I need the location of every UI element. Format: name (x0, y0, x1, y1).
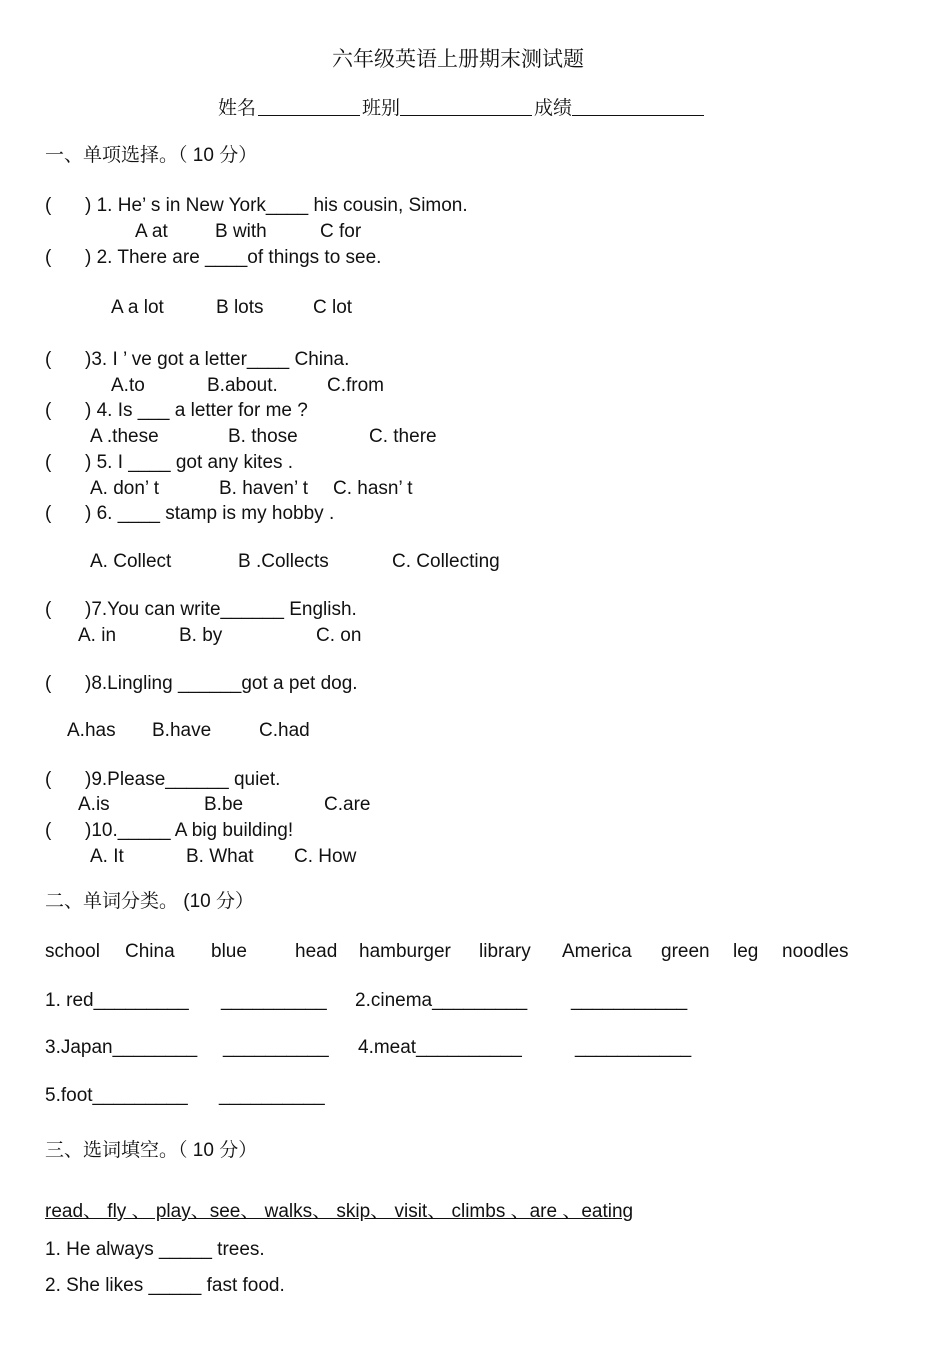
word-school: school (45, 941, 100, 962)
q9-stem: )9.Please______ quiet. (85, 769, 281, 790)
classify-blank-5[interactable]: __________ (219, 1085, 325, 1106)
name-field[interactable] (258, 101, 360, 120)
q3-paren: ( (45, 349, 52, 370)
q4-stem: ) 4. Is ___ a letter for me ? (85, 400, 308, 421)
q4-option-c[interactable]: C. there (369, 426, 437, 447)
q4-paren: ( (45, 400, 52, 421)
q5-option-a[interactable]: A. don’ t (90, 478, 160, 499)
classify-item-3[interactable]: 3.Japan________ (45, 1037, 198, 1058)
q9-option-c[interactable]: C.are (324, 794, 371, 815)
classify-item-4[interactable]: 4.meat__________ (358, 1037, 522, 1058)
section2-heading: 二、单词分类。 (10 分） (45, 891, 255, 912)
word-blue: blue (211, 941, 247, 962)
classify-item-5[interactable]: 5.foot_________ (45, 1085, 188, 1106)
word-noodles: noodles (782, 941, 849, 962)
q1-stem: ) 1. He’ s in New York____ his cousin, Simon. (85, 195, 468, 216)
q6-stem: ) 6. ____ stamp is my hobby . (85, 503, 335, 524)
q5-paren: ( (45, 452, 52, 473)
word-bank: read、 fly 、 play、see、 walks、 skip、 visit、 climbs 、are 、eating (45, 1201, 634, 1222)
word-library: library (479, 941, 531, 962)
q9-option-a[interactable]: A.is (78, 794, 110, 815)
q8-option-c[interactable]: C.had (259, 720, 310, 741)
q2-option-c[interactable]: C lot (313, 297, 353, 318)
fill-question-2[interactable]: 2. She likes _____ fast food. (45, 1275, 285, 1296)
score-label: 成绩 (534, 98, 573, 119)
q10-option-c[interactable]: C. How (294, 846, 357, 867)
q6-option-c[interactable]: C. Collecting (392, 551, 500, 572)
word-china: China (125, 941, 175, 962)
class-label: 班别 (362, 98, 401, 119)
q2-option-a[interactable]: A a lot (111, 297, 164, 318)
classify-blank-4[interactable]: ___________ (575, 1037, 692, 1058)
q7-option-a[interactable]: A. in (78, 625, 117, 646)
q3-option-a[interactable]: A.to (111, 375, 145, 396)
word-hamburger: hamburger (359, 941, 451, 962)
q7-stem: )7.You can write______ English. (85, 599, 357, 620)
q1-option-c[interactable]: C for (320, 221, 362, 242)
word-head: head (295, 941, 338, 962)
q3-stem: )3. I ’ ve got a letter____ China. (85, 349, 350, 370)
q8-option-a[interactable]: A.has (67, 720, 116, 741)
section1-heading: 一、单项选择。（ 10 分） (45, 145, 258, 166)
class-field[interactable] (400, 101, 532, 120)
q10-option-b[interactable]: B. What (186, 846, 254, 867)
classify-blank-2[interactable]: ___________ (571, 990, 688, 1011)
q5-option-b[interactable]: B. haven’ t (219, 478, 309, 499)
q5-stem: ) 5. I ____ got any kites . (85, 452, 294, 473)
q6-option-b[interactable]: B .Collects (238, 551, 329, 572)
q10-option-a[interactable]: A. It (90, 846, 124, 867)
q8-option-b[interactable]: B.have (152, 720, 212, 741)
word-green: green (661, 941, 710, 962)
classify-blank-1[interactable]: __________ (221, 990, 327, 1011)
q10-paren: ( (45, 820, 52, 841)
fill-question-1[interactable]: 1. He always _____ trees. (45, 1239, 265, 1260)
q2-stem: ) 2. There are ____of things to see. (85, 247, 382, 268)
q1-option-a[interactable]: A at (135, 221, 168, 242)
q7-paren: ( (45, 599, 52, 620)
q6-paren: ( (45, 503, 52, 524)
section3-heading: 三、选词填空。（ 10 分） (45, 1140, 258, 1161)
q4-option-b[interactable]: B. those (228, 426, 298, 447)
name-label: 姓名 (218, 98, 257, 119)
q3-option-c[interactable]: C.from (327, 375, 384, 396)
page-title: 六年级英语上册期末测试题 (332, 48, 584, 71)
q9-option-b[interactable]: B.be (204, 794, 244, 815)
q1-paren: ( (45, 195, 52, 216)
q7-option-b[interactable]: B. by (179, 625, 223, 646)
q9-paren: ( (45, 769, 52, 790)
q2-option-b[interactable]: B lots (216, 297, 264, 318)
q6-option-a[interactable]: A. Collect (90, 551, 172, 572)
classify-item-1[interactable]: 1. red_________ (45, 990, 189, 1011)
q3-option-b[interactable]: B.about. (207, 375, 278, 396)
q7-option-c[interactable]: C. on (316, 625, 362, 646)
q2-paren: ( (45, 247, 52, 268)
classify-item-2[interactable]: 2.cinema_________ (355, 990, 528, 1011)
q5-option-c[interactable]: C. hasn’ t (333, 478, 413, 499)
q1-option-b[interactable]: B with (215, 221, 267, 242)
q4-option-a[interactable]: A .these (90, 426, 159, 447)
q10-stem: )10._____ A big building! (85, 820, 294, 841)
score-field[interactable] (572, 101, 704, 120)
word-leg: leg (733, 941, 759, 962)
q8-paren: ( (45, 673, 52, 694)
word-america: America (562, 941, 632, 962)
classify-blank-3[interactable]: __________ (223, 1037, 329, 1058)
q8-stem: )8.Lingling ______got a pet dog. (85, 673, 358, 694)
